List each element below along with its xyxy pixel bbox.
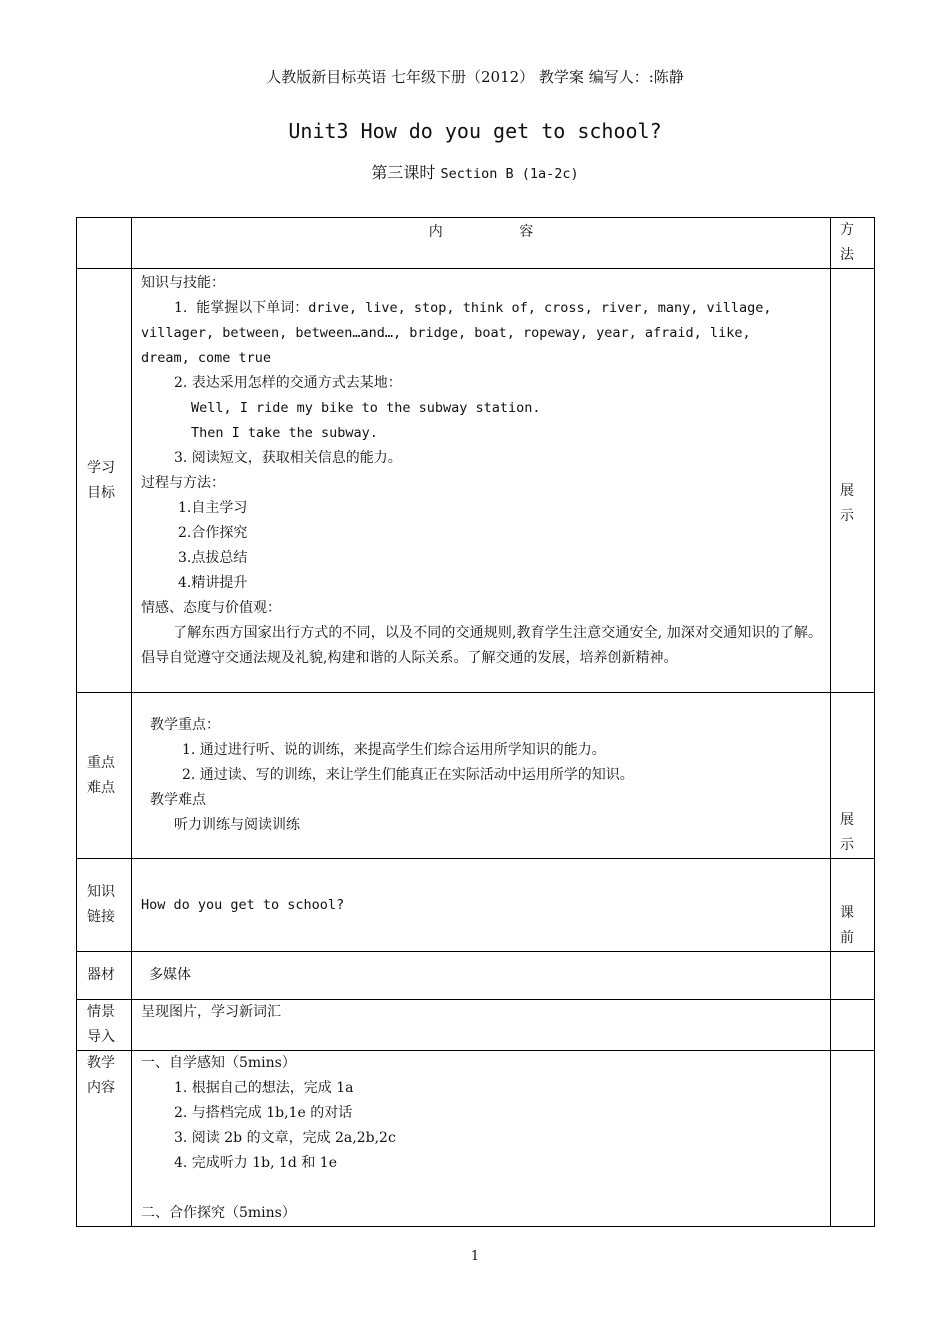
equipment-content: 多媒体 (149, 967, 191, 983)
focus-item-1: 1. 通过进行听、说的训练，来提高学生们综合运用所学知识的能力。 (182, 742, 606, 758)
objective-item-2: 2. 表达采用怎样的交通方式去某地： (174, 375, 402, 391)
intro-row (77, 1000, 875, 1051)
teaching-label-2: 内容 (87, 1080, 115, 1096)
intro-label-cell (77, 1000, 132, 1051)
process-item-2: 2.合作探究 (178, 525, 248, 541)
emotion-paragraph: 了解东西方国家出行方式的不同，以及不同的交通规则,教育学生注意交通安全, 加深对交通知识的了解。倡导自觉遵守交通法规及礼貌,构建和谐的人际关系。了解交通的发展，培养创新精神。 (141, 625, 822, 666)
process-item-4: 4.精讲提升 (178, 575, 248, 591)
header-content-cell (132, 218, 831, 269)
focus-item-2: 2. 通过读、写的训练，来让学生们能真正在实际活动中运用所学的知识。 (182, 767, 634, 783)
difficulty-heading: 教学难点 (150, 792, 206, 808)
intro-content: 呈现图片，学习新词汇 (141, 1004, 281, 1020)
keypoints-method-1: 展 (840, 812, 854, 828)
skills-heading: 知识与技能： (141, 275, 225, 291)
intro-label-2: 导入 (87, 1029, 115, 1045)
objectives-content-cell (132, 269, 831, 693)
part1-item-4: 4. 完成听力 1b, 1d 和 1e (174, 1155, 337, 1171)
link-label-1: 知识 (87, 884, 115, 900)
keypoints-row (77, 693, 875, 859)
part1-item-3: 3. 阅读 2b 的文章，完成 2a,2b,2c (174, 1130, 396, 1146)
link-content-cell (132, 859, 831, 952)
link-label-cell (77, 859, 132, 952)
example-sentence-1: Well, I ride my bike to the subway station. (191, 400, 541, 416)
item1-words-b: villager, between, between…and…, bridge, boat, ropeway, year, afraid, like, (141, 325, 751, 341)
header-label-cell (77, 218, 132, 269)
objectives-row (77, 269, 875, 693)
intro-method-cell (831, 1000, 875, 1051)
process-heading: 过程与方法： (141, 475, 225, 491)
part1-item-2: 2. 与搭档完成 1b,1e 的对话 (174, 1105, 353, 1121)
link-method-2: 前 (840, 930, 854, 946)
example-sentence-2: Then I take the subway. (191, 425, 378, 441)
document-header: 人教版新目标英语 七年级下册（2012） 教学案 编写人：:陈静 (266, 68, 684, 86)
item1-words-c: dream, come true (141, 350, 272, 366)
difficulty-item-1: 听力训练与阅读训练 (174, 817, 300, 833)
keypoints-method-2: 示 (840, 837, 854, 853)
link-label-2: 链接 (87, 909, 115, 925)
objective-item-1 (141, 296, 822, 321)
focus-heading: 教学重点： (150, 717, 220, 733)
teaching-content-cell (132, 1051, 831, 1227)
objective-item-3: 3. 阅读短文，获取相关信息的能力。 (174, 450, 402, 466)
teaching-label-cell (77, 1051, 132, 1227)
lesson-subtitle (0, 160, 950, 183)
link-method-cell (831, 859, 875, 952)
equipment-label-cell (77, 952, 132, 1000)
keypoints-content-cell (132, 693, 831, 859)
objectives-method-cell (831, 269, 875, 693)
lesson-title: Unit3 How do you get to school? (288, 119, 662, 143)
intro-content-cell (132, 1000, 831, 1051)
equipment-row (77, 952, 875, 1000)
knowledge-link-row (77, 859, 875, 952)
process-item-1: 1.自主学习 (178, 500, 248, 516)
intro-label-1: 情景 (87, 1004, 115, 1020)
part2-heading: 二、合作探究（5mins） (141, 1205, 296, 1221)
item1-words-a: drive, live, stop, think of, cross, river, many, village, (308, 300, 772, 316)
keypoints-label-cell (77, 693, 132, 859)
objectives-label-1: 学习 (87, 459, 115, 476)
teaching-label-1: 教学 (87, 1055, 115, 1071)
page-number: 1 (470, 1249, 480, 1264)
equipment-label: 器材 (87, 967, 115, 983)
part1-heading: 一、自学感知（5mins） (141, 1055, 296, 1071)
link-method-1: 课 (840, 905, 854, 921)
table-header-row (77, 218, 875, 269)
equipment-method-cell (831, 952, 875, 1000)
item1-number: 1. (174, 300, 188, 316)
teaching-method-cell (831, 1051, 875, 1227)
part1-item-1: 1. 根据自己的想法，完成 1a (174, 1080, 354, 1096)
item1-prefix: 能掌握以下单词： (196, 300, 309, 316)
lesson-plan-table (76, 217, 875, 1227)
keypoints-label-1: 重点 (87, 754, 115, 771)
method-heading-2: 法 (840, 247, 854, 263)
method-heading-1: 方 (840, 222, 854, 238)
link-content: How do you get to school? (141, 896, 345, 913)
keypoints-label-2: 难点 (87, 779, 115, 796)
teaching-content-row (77, 1051, 875, 1227)
subtitle-period: 第三课时 (371, 163, 436, 182)
content-heading: 内 容 (428, 224, 570, 240)
objectives-label-cell (77, 269, 132, 693)
emotion-heading: 情感、态度与价值观： (141, 600, 281, 616)
objectives-method-1: 展 (840, 482, 854, 499)
subtitle-section: Section B (1a-2c) (440, 166, 579, 182)
objectives-method-2: 示 (840, 507, 854, 524)
equipment-content-cell (132, 952, 831, 1000)
objectives-label-2: 目标 (87, 484, 115, 501)
keypoints-method-cell (831, 693, 875, 859)
process-item-3: 3.点拔总结 (178, 550, 248, 566)
header-method-cell (831, 218, 875, 269)
